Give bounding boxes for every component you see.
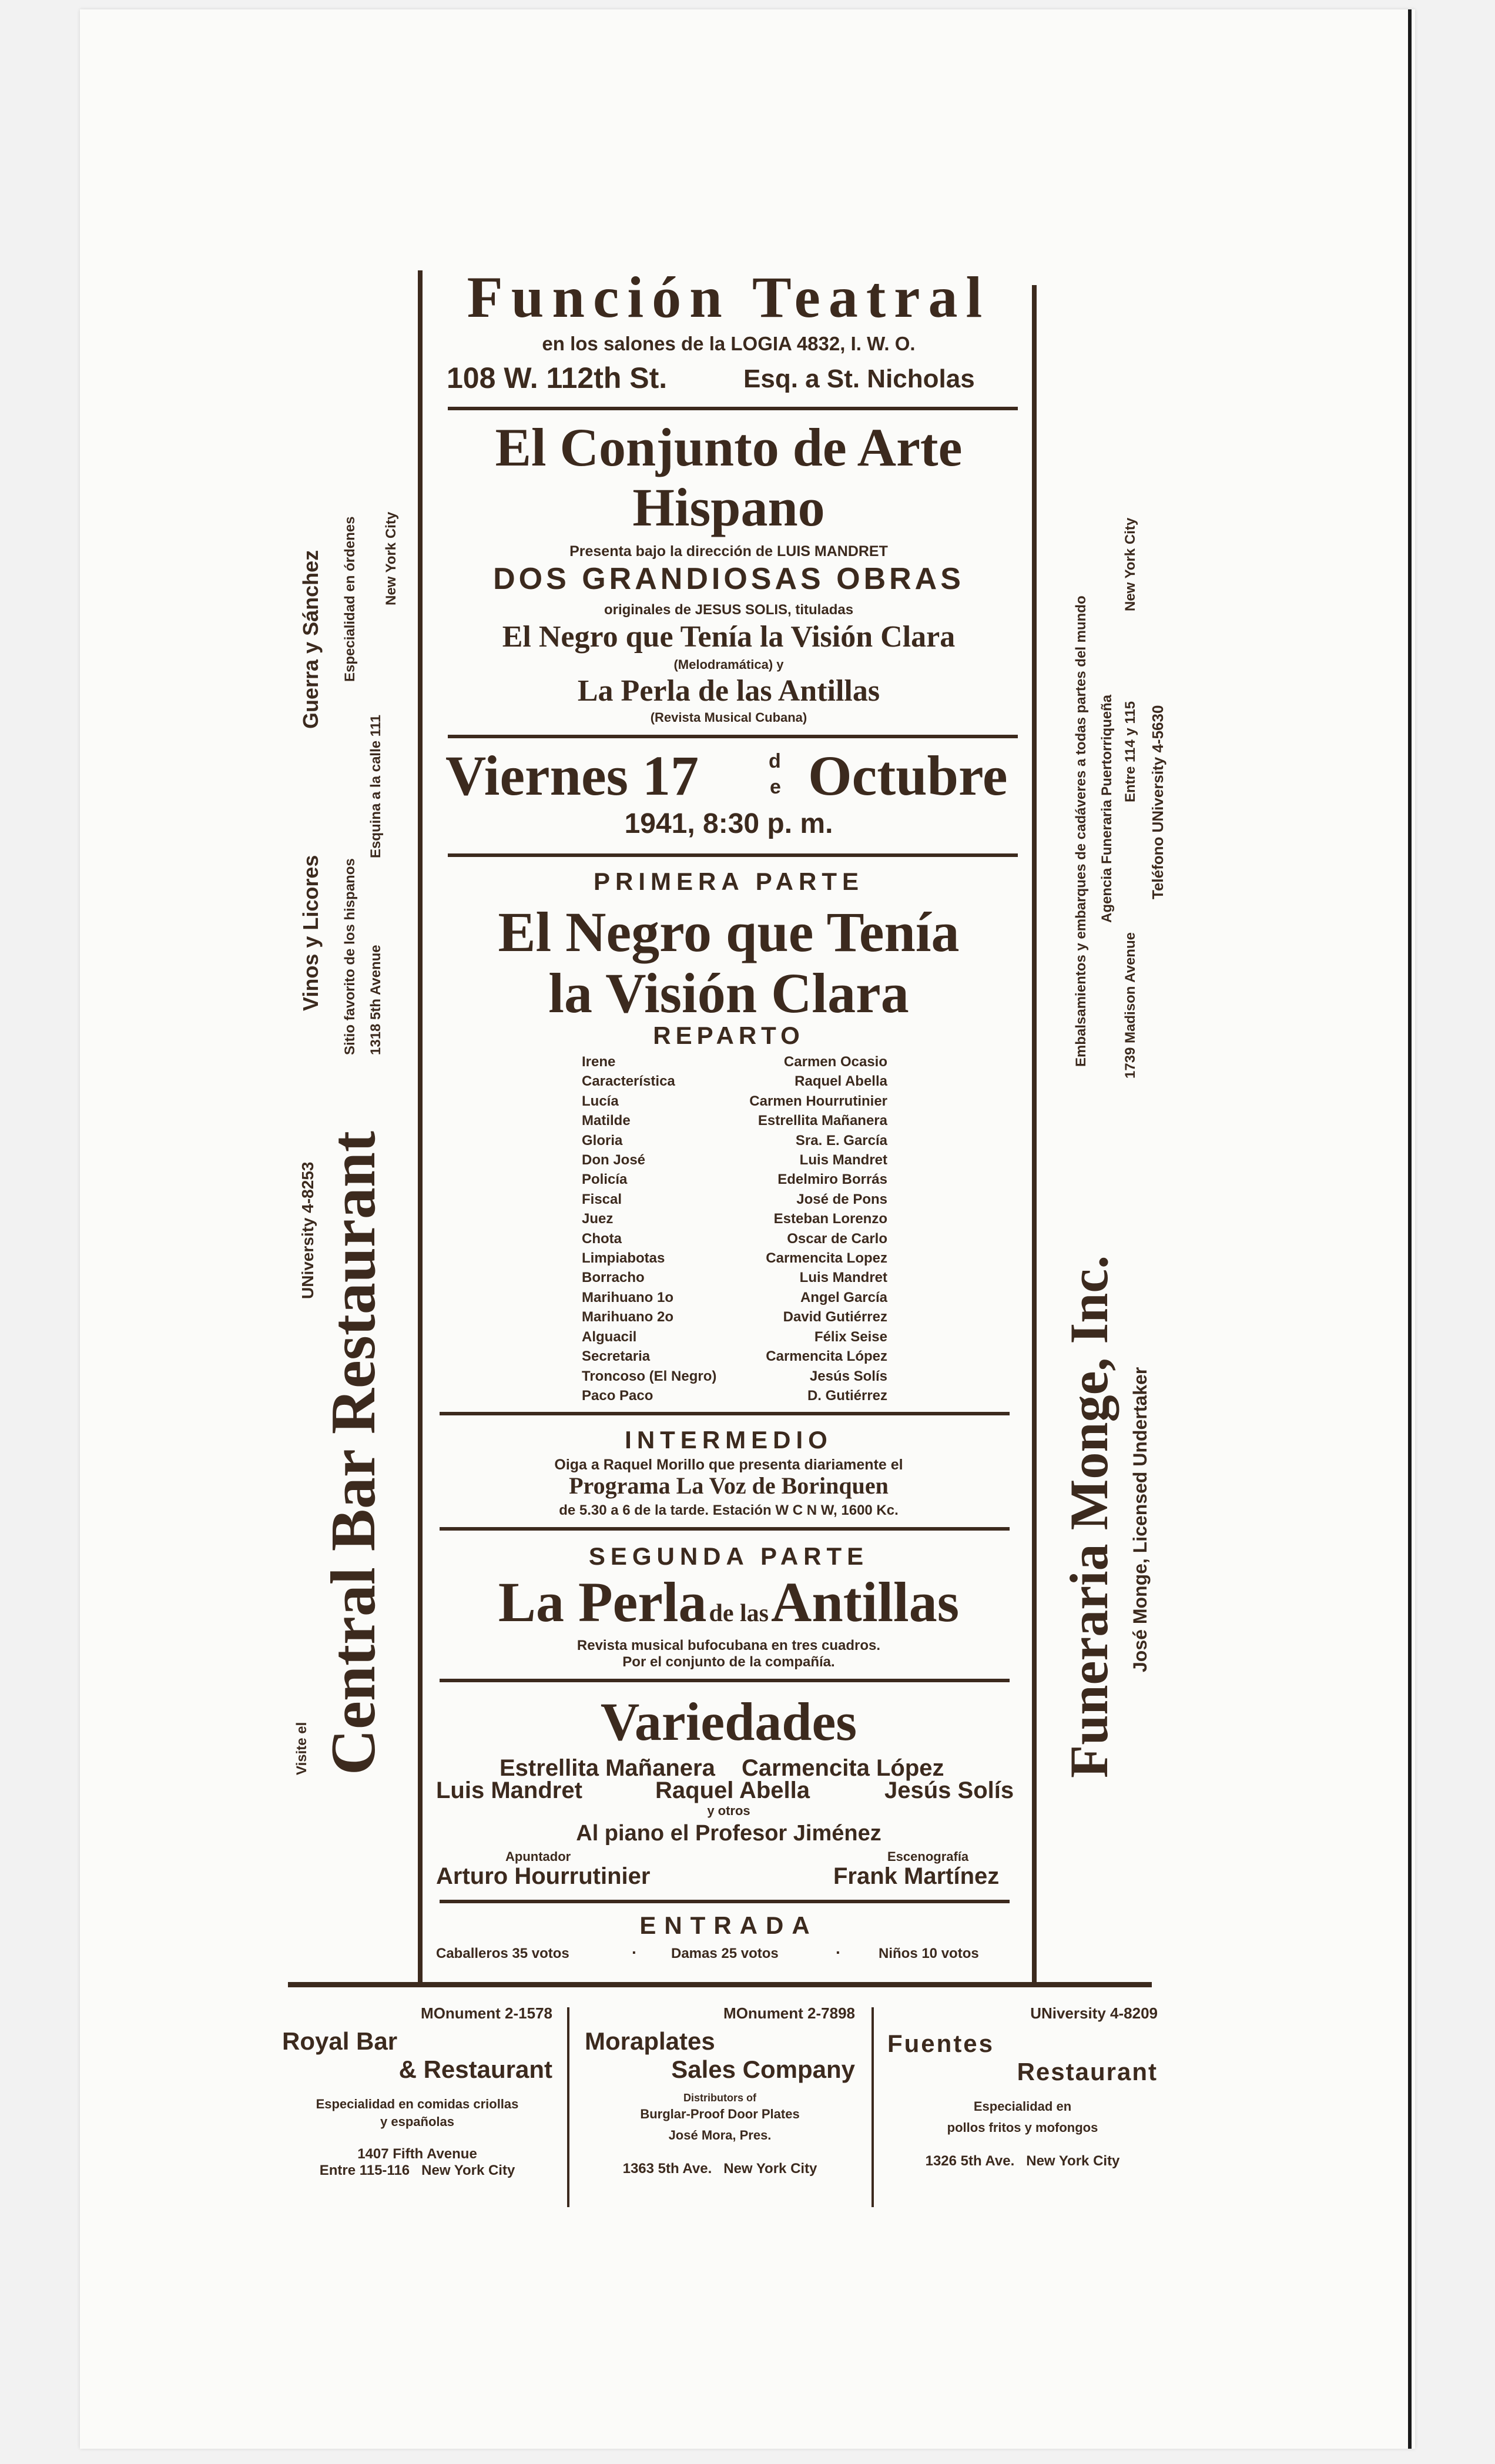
- date-de-bottom: e: [770, 776, 781, 798]
- divider: [440, 1679, 1010, 1682]
- date-day: Viernes 17: [445, 744, 699, 807]
- date-month: Octubre: [808, 744, 1008, 807]
- intermission-heading: INTERMEDIO: [625, 1426, 833, 1454]
- admission-men: Caballeros 35 votos: [436, 1946, 569, 1961]
- cast-row: Marihuano 2o David Gutiérrez: [582, 1309, 887, 1325]
- footer-ad-addr2: Entre 115-116 New York City: [319, 2162, 515, 2178]
- variety-others: y otros: [707, 1803, 750, 1818]
- footer-ad-desc2: y españolas: [380, 2114, 454, 2129]
- left-ad-address: 1318 5th Avenue: [368, 945, 384, 1055]
- footer-divider: [871, 2007, 874, 2207]
- variety-performer: Jesús Solís: [884, 1777, 1014, 1803]
- footer-ad-name2: Sales Company: [671, 2055, 855, 2083]
- footer-ad-desc1: Burglar-Proof Door Plates: [640, 2107, 800, 2121]
- part2-title-c: Antillas: [771, 1571, 960, 1633]
- variety-performer: Carmencita López: [742, 1755, 944, 1781]
- scenery-name: Frank Martínez: [833, 1863, 1000, 1889]
- divider: [448, 735, 1018, 738]
- left-ad-owners: Guerra y Sánchez: [299, 550, 323, 729]
- play2-title: La Perla de las Antillas: [577, 674, 880, 708]
- footer-ad-desc0: Distributors of: [683, 2092, 756, 2104]
- admission-children: Niños 10 votos: [879, 1946, 979, 1961]
- footer-ad-desc2: José Mora, Pres.: [668, 2128, 772, 2142]
- left-ad-specialty: Especialidad en órdenes: [342, 516, 358, 682]
- footer-ad-addr2: 1326 5th Ave. New York City: [925, 2153, 1120, 2169]
- reparto-heading: REPARTO: [653, 1022, 805, 1049]
- part2-title-a: La Perla: [498, 1571, 707, 1633]
- footer-ad-addr1: 1407 Fifth Avenue: [357, 2146, 477, 2162]
- footer-ad-phone: MOnument 2-1578: [421, 2004, 552, 2022]
- sheet-edge: [1408, 9, 1412, 2449]
- variety-title: Variedades: [600, 1692, 857, 1752]
- part1-heading: PRIMERA PARTE: [593, 868, 864, 895]
- cast-row: Policía Edelmiro Borrás: [582, 1171, 887, 1188]
- address-right: Esq. a St. Nicholas: [743, 364, 975, 393]
- part1-title-line1: El Negro que Tenía: [498, 900, 960, 963]
- play1-note: (Melodramática) y: [673, 657, 784, 672]
- right-ad-between: Entre 114 y 115: [1122, 701, 1138, 802]
- left-ad-wines: Vinos y Licores: [299, 855, 323, 1011]
- cast-row: Característica Raquel Abella: [582, 1073, 887, 1090]
- left-ad-city: New York City: [383, 511, 399, 605]
- authors-line: originales de JESUS SOLIS, tituladas: [604, 602, 854, 618]
- left-ad-favorite: Sitio favorito de los hispanos: [342, 858, 358, 1055]
- intermission-line1: Oiga a Raquel Morillo que presenta diariamente el: [554, 1457, 903, 1473]
- prompter-name: Arturo Hourrutinier: [436, 1863, 651, 1889]
- footer-ad-moraplates: [585, 2004, 855, 2177]
- left-ad-phone: UNiversity 4-8253: [299, 1161, 317, 1299]
- footer-ad-fuentes: [887, 2004, 1158, 2170]
- cast-row: Gloria Sra. E. García: [582, 1132, 887, 1149]
- cast-row: Limpiabotas Carmencita Lopez: [582, 1250, 887, 1267]
- admission-sep: ·: [836, 1943, 842, 1961]
- part1-title-line2: la Visión Clara: [548, 962, 909, 1025]
- part2-desc1: Revista musical bufocubana en tres cuadros.: [576, 1638, 881, 1653]
- right-frame-rule: [1032, 285, 1037, 1986]
- part2-title-b: de las: [709, 1600, 769, 1627]
- left-ad-corner: Esquina a la calle 111: [368, 714, 384, 858]
- admission-women: Damas 25 votos: [671, 1946, 779, 1961]
- right-ad-funeral: Funeraria Monge, Inc.: [1059, 1255, 1119, 1778]
- cast-row: Chota Oscar de Carlo: [582, 1230, 887, 1247]
- admission-heading: ENTRADA: [639, 1911, 818, 1939]
- prompter-label: Apuntador: [505, 1849, 571, 1864]
- footer-ad-desc2: pollos fritos y mofongos: [947, 2120, 1098, 2135]
- divider: [440, 1412, 1010, 1415]
- company-name-line1: El Conjunto de Arte: [495, 417, 963, 477]
- date-de-top: d: [769, 750, 781, 772]
- scenery-label: Escenografía: [887, 1849, 969, 1864]
- footer-ad-phone: UNiversity 4-8209: [1030, 2004, 1158, 2022]
- intermission-line3: de 5.30 a 6 de la tarde. Estación W C N W, 1600 Kc.: [559, 1502, 899, 1518]
- footer-ad-name1: Moraplates: [585, 2027, 715, 2055]
- piano-line: Al piano el Profesor Jiménez: [576, 1821, 881, 1846]
- cast-row: Fiscal José de Pons: [582, 1191, 887, 1207]
- footer-ad-desc1: Especialidad en comidas criollas: [316, 2097, 519, 2111]
- works-line: DOS GRANDIOSAS OBRAS: [493, 562, 964, 596]
- address-left: 108 W. 112th St.: [447, 361, 668, 394]
- footer-ad-addr2: 1363 5th Ave. New York City: [622, 2161, 817, 2177]
- divider: [440, 1900, 1010, 1903]
- right-ad-undertaker: José Monge, Licensed Undertaker: [1129, 1367, 1151, 1672]
- cast-row: Alguacil Félix Seise: [582, 1328, 887, 1345]
- part2-desc2: Por el conjunto de la compañía.: [622, 1654, 835, 1670]
- cast-row: Paco Paco D. Gutiérrez: [582, 1387, 887, 1404]
- cast-row: Juez Esteban Lorenzo: [582, 1211, 887, 1227]
- bottom-frame-rule: [288, 1982, 1152, 1987]
- right-ad-city: New York City: [1122, 517, 1138, 611]
- footer-ad-phone: MOnument 2-7898: [723, 2004, 855, 2022]
- divider: [448, 853, 1018, 857]
- radio-program: Programa La Voz de Borinquen: [569, 1472, 889, 1499]
- part2-heading: SEGUNDA PARTE: [588, 1542, 869, 1570]
- cast-row: Lucía Carmen Hourrutinier: [582, 1093, 887, 1109]
- cast-row: Irene Carmen Ocasio: [582, 1054, 887, 1070]
- footer-ad-royal-bar: [282, 2004, 552, 2179]
- cast-row: Don José Luis Mandret: [582, 1152, 887, 1169]
- footer-ad-name2: & Restaurant: [398, 2055, 552, 2083]
- cast-row: Secretaria Carmencita López: [582, 1348, 887, 1365]
- cast-row: Marihuano 1o Angel García: [582, 1289, 887, 1305]
- divider: [448, 407, 1018, 410]
- left-frame-rule: [418, 270, 423, 1986]
- variety-performer: Luis Mandret: [436, 1777, 582, 1803]
- left-ad-restaurant: Central Bar Restaurant: [319, 1131, 388, 1775]
- venue-line: en los salones de la LOGIA 4832, I. W. O.: [542, 333, 916, 354]
- cast-row: Troncoso (El Negro) Jesús Solís: [582, 1368, 887, 1384]
- play1-title: El Negro que Tenía la Visión Clara: [502, 620, 956, 654]
- footer-ad-name1: Fuentes: [887, 2030, 995, 2057]
- variety-performer: Raquel Abella: [655, 1777, 810, 1803]
- footer-ad-name2: Restaurant: [1017, 2058, 1158, 2085]
- cast-list: [582, 1052, 887, 1405]
- presents-line: Presenta bajo la dirección de LUIS MANDRET: [569, 543, 888, 560]
- right-ad-phone: Teléfono UNiversity 4-5630: [1149, 705, 1166, 899]
- footer-ad-name1: Royal Bar: [282, 2027, 398, 2055]
- right-ad-embalming: Embalsamientos y embarques de cadáveres a todas partes del mundo: [1073, 595, 1089, 1067]
- footer-ad-desc1: Especialidad en: [973, 2099, 1072, 2114]
- date-time: 1941, 8:30 p. m.: [624, 808, 833, 839]
- cast-row: Matilde Estrellita Mañanera: [582, 1113, 887, 1129]
- company-name-line2: Hispano: [632, 477, 825, 537]
- right-ad-address: 1739 Madison Avenue: [1122, 932, 1138, 1079]
- right-ad-agency: Agencia Funeraria Puertorriqueña: [1099, 694, 1115, 923]
- variety-performer: Estrellita Mañanera: [500, 1755, 715, 1781]
- footer-divider: [567, 2007, 569, 2207]
- play2-note: (Revista Musical Cubana): [650, 710, 807, 725]
- admission-sep: ·: [632, 1943, 638, 1961]
- left-ad-visit: Visite el: [294, 1722, 310, 1775]
- divider: [440, 1527, 1010, 1531]
- part2-title: [429, 1569, 1028, 1635]
- event-title: Función Teatral: [467, 265, 991, 330]
- cast-row: Borracho Luis Mandret: [582, 1270, 887, 1286]
